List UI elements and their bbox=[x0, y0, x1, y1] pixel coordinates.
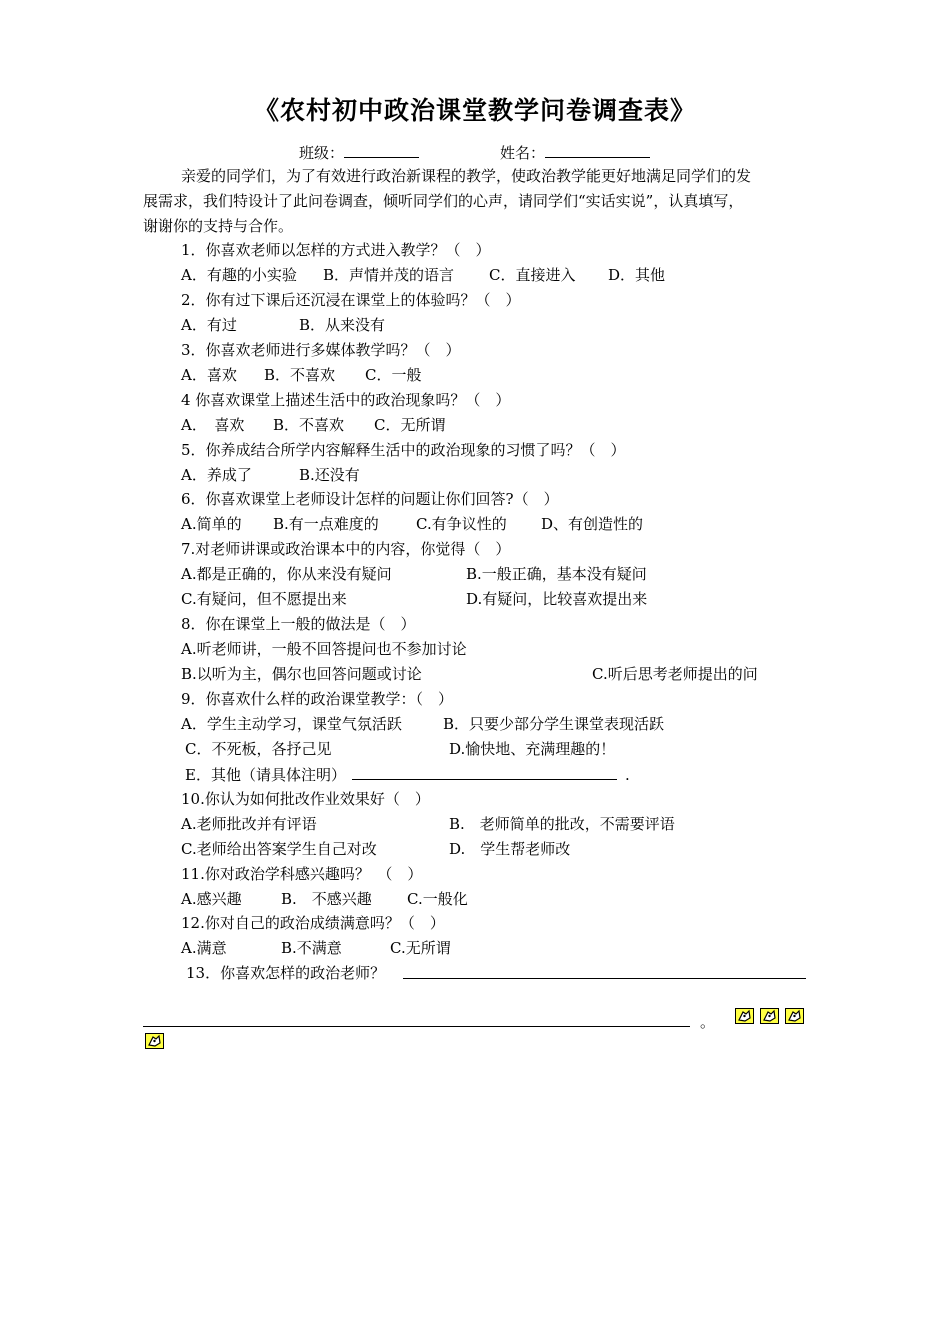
question-3: 3．你喜欢老师进行多媒体教学吗？（ ） bbox=[181, 341, 461, 359]
emoticon-icon bbox=[760, 1008, 779, 1024]
q5-option-a[interactable]: A．养成了 bbox=[181, 466, 252, 484]
q9-option-e-label: E．其他（请具体注明） bbox=[185, 766, 346, 784]
q3-option-a[interactable]: A．喜欢 bbox=[181, 366, 237, 384]
question-6: 6．你喜欢课堂上老师设计怎样的问题让你们回答?（ ） bbox=[181, 490, 559, 508]
q2-option-a[interactable]: A．有过 bbox=[181, 316, 237, 334]
q5-option-b[interactable]: B.还没有 bbox=[299, 466, 360, 484]
q8-option-c[interactable]: C.听后思考老师提出的问 bbox=[592, 665, 758, 683]
q3-option-b[interactable]: B．不喜欢 bbox=[264, 366, 336, 384]
q10-option-a[interactable]: A.老师批改并有评语 bbox=[181, 815, 317, 833]
class-blank[interactable] bbox=[344, 142, 419, 158]
q6-option-a[interactable]: A.简单的 bbox=[181, 515, 242, 533]
q10-option-b[interactable]: B. 老师简单的批改，不需要评语 bbox=[449, 815, 675, 833]
q9-other-blank[interactable] bbox=[352, 764, 617, 780]
q9-option-d[interactable]: D.愉快地、充满理趣的！ bbox=[449, 740, 616, 758]
question-11: 11.你对政治学科感兴趣吗？ （ ） bbox=[181, 865, 423, 883]
emoticon-icon bbox=[735, 1008, 754, 1024]
q1-option-c[interactable]: C．直接进入 bbox=[489, 266, 576, 284]
name-blank[interactable] bbox=[545, 142, 650, 158]
question-5: 5．你养成结合所学内容解释生活中的政治现象的习惯了吗？（ ） bbox=[181, 441, 626, 459]
q10-option-d[interactable]: D. 学生帮老师改 bbox=[449, 840, 571, 858]
question-7: 7.对老师讲课或政治课本中的内容，你觉得（ ） bbox=[181, 540, 511, 558]
q9-option-a[interactable]: A．学生主动学习，课堂气氛活跃 bbox=[181, 715, 402, 733]
q1-option-d[interactable]: D．其他 bbox=[608, 266, 666, 284]
q6-option-d[interactable]: D、有创造性的 bbox=[541, 515, 644, 533]
q2-option-b[interactable]: B．从来没有 bbox=[299, 316, 386, 334]
q7-option-a[interactable]: A.都是正确的，你从来没有疑问 bbox=[181, 565, 392, 583]
q1-option-b[interactable]: B．声情并茂的语言 bbox=[323, 266, 455, 284]
q6-option-c[interactable]: C.有争议性的 bbox=[416, 515, 507, 533]
q13-answer-line-1[interactable] bbox=[403, 978, 806, 979]
q12-option-c[interactable]: C.无所谓 bbox=[390, 939, 451, 957]
q9-option-c[interactable]: C．不死板，各抒己见 bbox=[185, 740, 332, 758]
question-12: 12.你对自己的政治成绩满意吗？（ ） bbox=[181, 914, 445, 932]
question-1: 1．你喜欢老师以怎样的方式进入教学？（ ） bbox=[181, 241, 491, 259]
q7-option-c[interactable]: C.有疑问，但不愿提出来 bbox=[181, 590, 347, 608]
name-field bbox=[500, 142, 650, 163]
question-9: 9．你喜欢什么样的政治课堂教学：（ ） bbox=[181, 690, 454, 708]
q9-period: . bbox=[624, 766, 630, 784]
page-title: 《农村初中政治课堂教学问卷调查表》 bbox=[253, 96, 696, 125]
q11-option-b[interactable]: B. 不感兴趣 bbox=[281, 890, 372, 908]
intro-line-2: 展需求，我们特设计了此问卷调查，倾听同学们的心声，请同学们“实话实说”，认真填写， bbox=[143, 192, 744, 210]
intro-line-3: 谢谢你的支持与合作。 bbox=[143, 217, 294, 235]
q11-option-a[interactable]: A.感兴趣 bbox=[181, 890, 242, 908]
q4-option-b[interactable]: B．不喜欢 bbox=[273, 416, 345, 434]
question-13: 13．你喜欢怎样的政治老师？ bbox=[186, 964, 386, 982]
class-field bbox=[299, 142, 419, 163]
q4-option-c[interactable]: C．无所谓 bbox=[374, 416, 446, 434]
q6-option-b[interactable]: B.有一点难度的 bbox=[273, 515, 379, 533]
class-label: 班级： bbox=[299, 144, 345, 162]
question-8: 8．你在课堂上一般的做法是（ ） bbox=[181, 615, 416, 633]
q4-option-a[interactable]: A． 喜欢 bbox=[181, 416, 245, 434]
question-10: 10.你认为如何批改作业效果好（ ） bbox=[181, 790, 430, 808]
q1-option-a[interactable]: A．有趣的小实验 bbox=[181, 266, 297, 284]
q10-option-c[interactable]: C.老师给出答案学生自己对改 bbox=[181, 840, 377, 858]
q8-option-b[interactable]: B.以听为主，偶尔也回答问题或讨论 bbox=[181, 665, 422, 683]
q12-option-a[interactable]: A.满意 bbox=[181, 939, 227, 957]
q11-option-c[interactable]: C.一般化 bbox=[407, 890, 468, 908]
q7-option-b[interactable]: B.一般正确，基本没有疑问 bbox=[466, 565, 647, 583]
q7-option-d[interactable]: D.有疑问，比较喜欢提出来 bbox=[466, 590, 648, 608]
q3-option-c[interactable]: C．一般 bbox=[365, 366, 422, 384]
emoticon-icon bbox=[785, 1008, 804, 1024]
q8-option-a[interactable]: A.听老师讲，一般不回答提问也不参加讨论 bbox=[181, 640, 467, 658]
q12-option-b[interactable]: B.不满意 bbox=[281, 939, 342, 957]
name-label: 姓名： bbox=[500, 144, 546, 162]
question-4: 4 你喜欢课堂上描述生活中的政治现象吗？（ ） bbox=[181, 391, 511, 409]
intro-line-1: 亲爱的同学们，为了有效进行政治新课程的教学，使政治教学能更好地满足同学们的发 bbox=[181, 167, 752, 185]
q13-period: 。 bbox=[700, 1013, 716, 1031]
q9-option-e[interactable] bbox=[185, 764, 630, 785]
question-2: 2．你有过下课后还沉浸在课堂上的体验吗？（ ） bbox=[181, 291, 521, 309]
q13-answer-line-2[interactable] bbox=[143, 1026, 690, 1027]
emoticon-icon bbox=[145, 1033, 164, 1049]
q9-option-b[interactable]: B．只要少部分学生课堂表现活跃 bbox=[443, 715, 665, 733]
